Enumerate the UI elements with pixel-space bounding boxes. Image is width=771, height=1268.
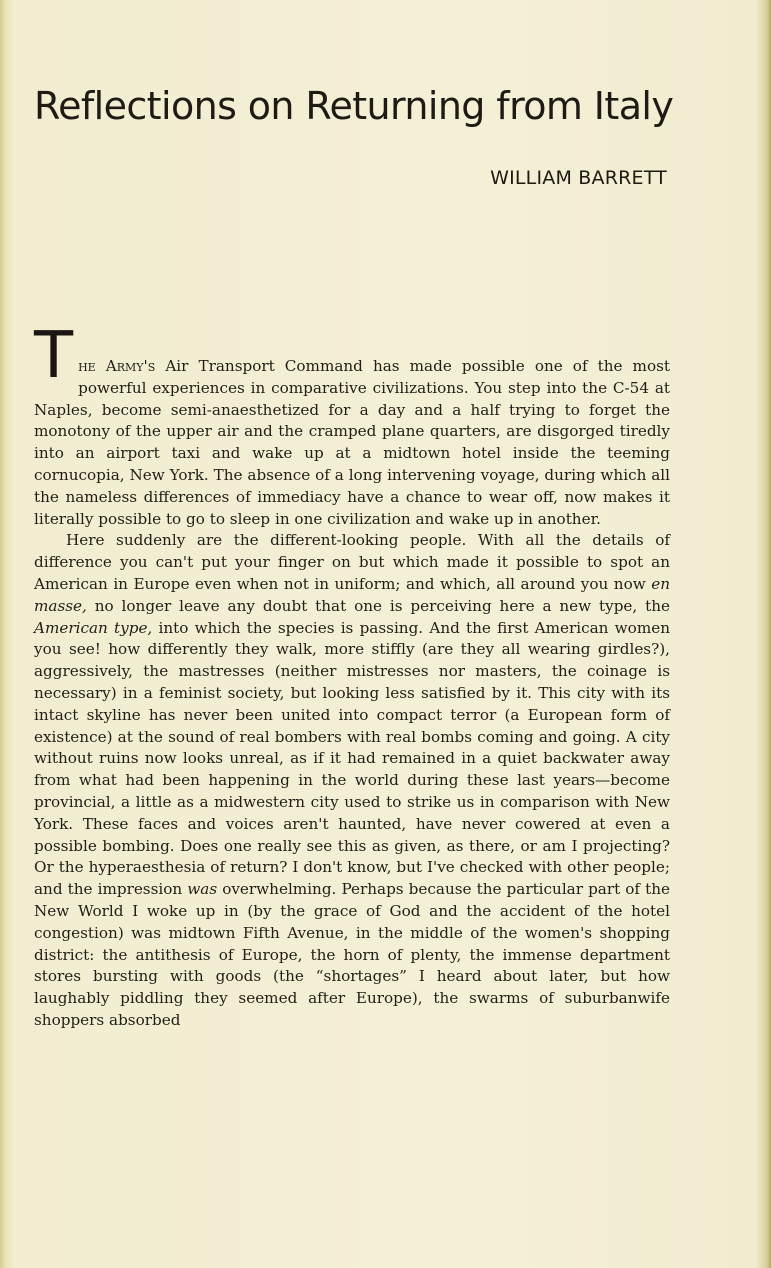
paragraph-2-text-b: no longer leave any doubt that one is perceiving here a new type, the	[86, 596, 670, 615]
article-body	[34, 319, 670, 1032]
paragraph-1-text: Air Transport Command has made possible one of the most powerful experiences in comparative civilizations. You step into the C-54 at Naples, become semi-anaesthetized for a day and a half trying to forget the monotony of the upper air and the cramped plane quarters, are disgorged tiredly into an airport taxi and wake up at a midtown hotel inside the teeming cornucopia, New York. The absence of a long intervening voyage, during which all the nameless differences of immediacy have a chance to wear off, now makes it literally possible to go to sleep in one civilization and wake up in another.	[34, 357, 670, 528]
emphasis-en-masse: en masse,	[34, 574, 670, 615]
page-edge	[757, 0, 771, 1268]
author-byline: WILLIAM BARRETT	[490, 167, 667, 189]
paragraph-2	[34, 530, 670, 1031]
paragraph-2-text-a: Here suddenly are the different-looking people. With all the details of difference you can't put your finger on but which made it possible to spot an American in Europe even when not in uniform; and which, all around you now	[34, 531, 670, 593]
paragraph-2-text-d: overwhelming. Perhaps because the particular part of the New World I woke up in (by the grace of God and the accident of the hotel congestion) was midtown Fifth Avenue, in the middle of the women's shopping district: the antithesis of Europe, the horn of plenty, the immense department stores bursting with goods (the “shortages” I heard about later, but how laughably piddling they seemed after Europe), the swarms of suburbanwife shoppers absorbed	[34, 880, 670, 1029]
paragraph-2-text-c: into which the species is passing. And the first American women you see! how differently they walk, more stiffly (are they all wearing girdles?), aggressively, the mastresses (neither mistresses nor masters, the coinage is necessary) in a feminist society, but looking less satisfied by it. This city with its intact skyline has never been united into compact terror (a European form of existence) at the sound of real bombers with real bombs coming and going. A city without ruins now looks unreal, as if it had remained in a quiet backwater away from what had been happening in the world during these last years—become provincial, a little as a midwestern city used to strike us in comparison with New York. These faces and voices aren't haunted, have never cowered at even a possible bombing. Does one really see this as given, as there, or am I projecting? Or the hyperaesthesia of return? I don't know, but I've checked with other people; and the impression	[34, 618, 670, 899]
drop-cap: T	[34, 319, 74, 393]
article-title: Reflections on Returning from Italy	[34, 84, 674, 128]
lead-in: he Army's	[78, 357, 156, 375]
emphasis-american-type: American type,	[34, 618, 153, 637]
emphasis-was: was	[187, 880, 218, 899]
paragraph-1	[34, 319, 670, 530]
